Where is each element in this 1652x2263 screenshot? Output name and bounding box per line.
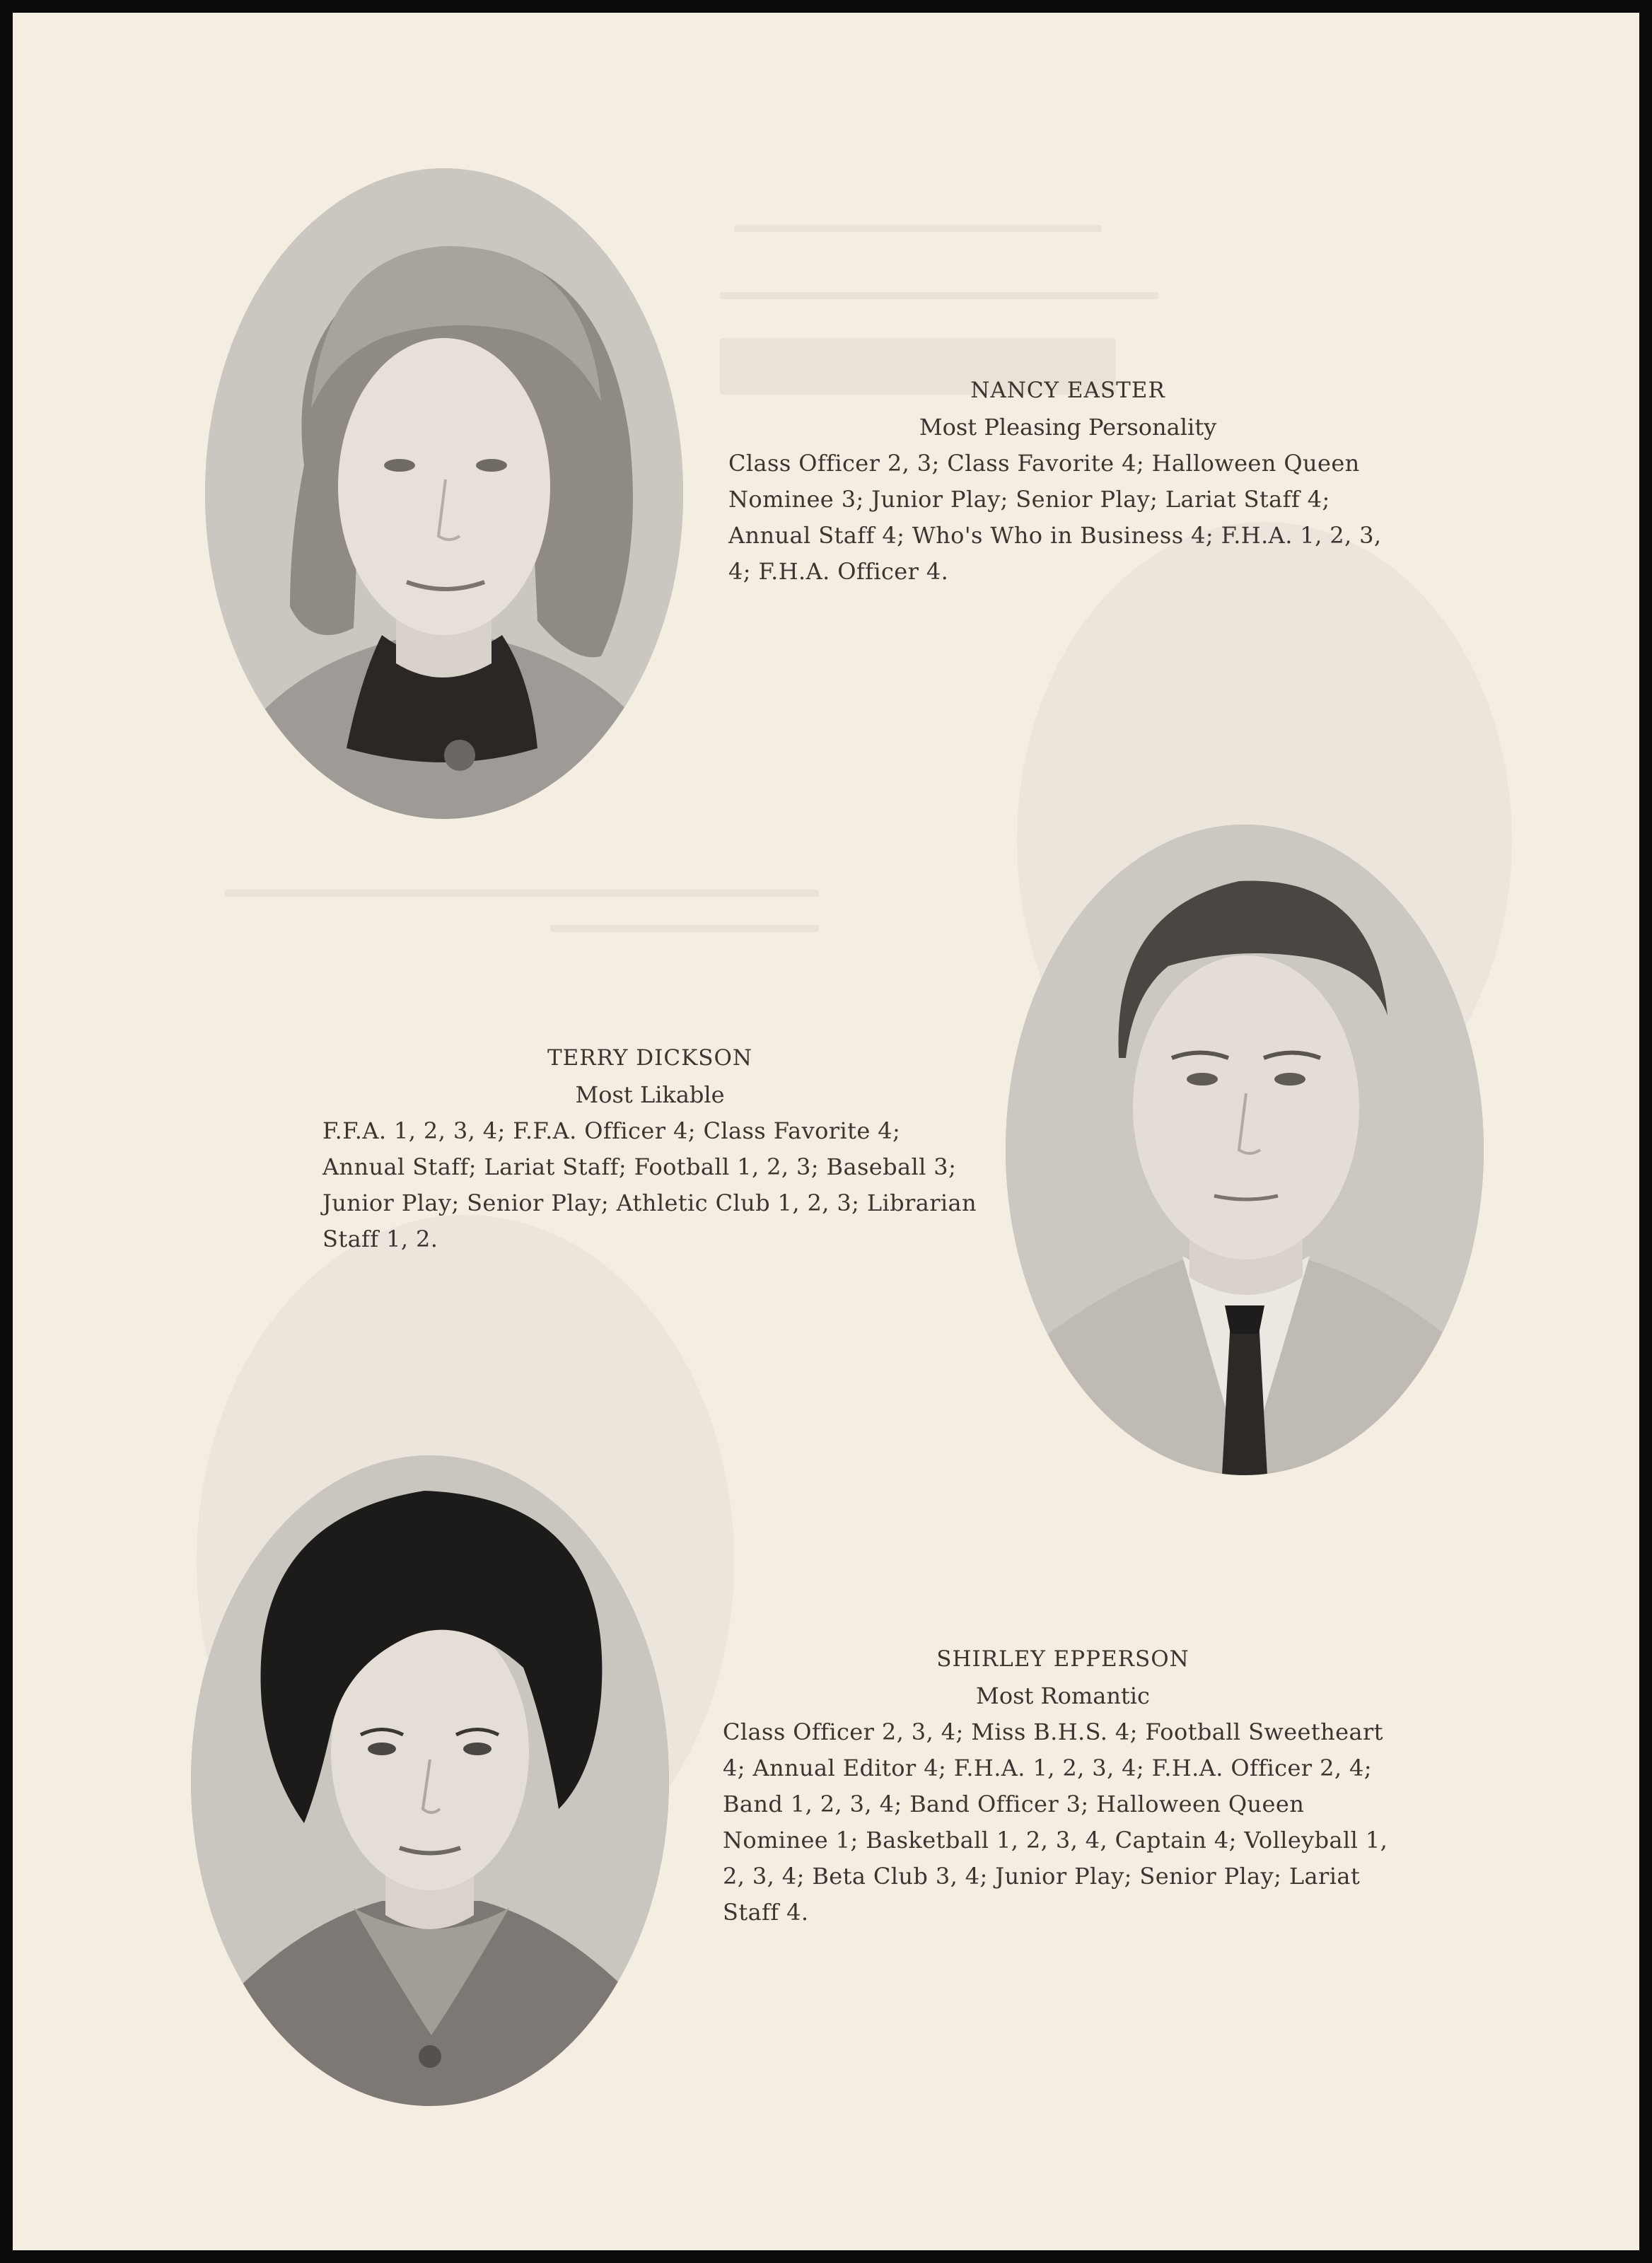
- portrait-shirley-epperson: [191, 1455, 669, 2106]
- show-through-text: [720, 292, 1158, 299]
- entry-terry-dickson: [322, 1040, 977, 1257]
- show-through-text: [225, 890, 819, 897]
- activities-list: Class Officer 2, 3; Class Favorite 4; Halloween Queen Nominee 3; Junior Play; Senior Play; Lariat Staff 4; Annual Staff 4; Who's Who in Business 4; F.H.A. 1, 2, 3, 4; F.H.A. Officer 4.: [728, 450, 1382, 585]
- portrait-terry-dickson: [1006, 825, 1484, 1475]
- activities-list: F.F.A. 1, 2, 3, 4; F.F.A. Officer 4; Class Favorite 4; Annual Staff; Lariat Staff; Football 1, 2, 3; Baseball 3; Junior Play; Senior Play; Athletic Club 1, 2, 3; Librarian Staff 1, 2.: [322, 1117, 977, 1252]
- student-name: NANCY EASTER: [970, 378, 1165, 403]
- portrait-nancy-easter: [205, 168, 683, 819]
- superlative-title: Most Pleasing Personality: [919, 414, 1217, 441]
- entry-nancy-easter: [728, 372, 1407, 590]
- student-name: TERRY DICKSON: [547, 1045, 753, 1071]
- student-name: SHIRLEY EPPERSON: [936, 1646, 1189, 1672]
- show-through-text: [550, 925, 819, 932]
- activities-list: Class Officer 2, 3, 4; Miss B.H.S. 4; Football Sweetheart 4; Annual Editor 4; F.H.A. 1, 2, 3, 4; F.H.A. Officer 2, 4; Band 1, 2, 3, 4; Band Officer 3; Halloween Queen Nominee 1; Basketball 1, 2, 3, 4, Captain 4; Volleyball 1, 2, 3, 4; Beta Club 3, 4; Junior Play; Senior Play; Lariat Staff 4.: [723, 1718, 1388, 1926]
- entry-shirley-epperson: [723, 1641, 1403, 1931]
- superlative-title: Most Romantic: [976, 1682, 1150, 1709]
- show-through-text: [734, 225, 1102, 232]
- yearbook-page: [13, 13, 1639, 2250]
- superlative-title: Most Likable: [575, 1081, 725, 1108]
